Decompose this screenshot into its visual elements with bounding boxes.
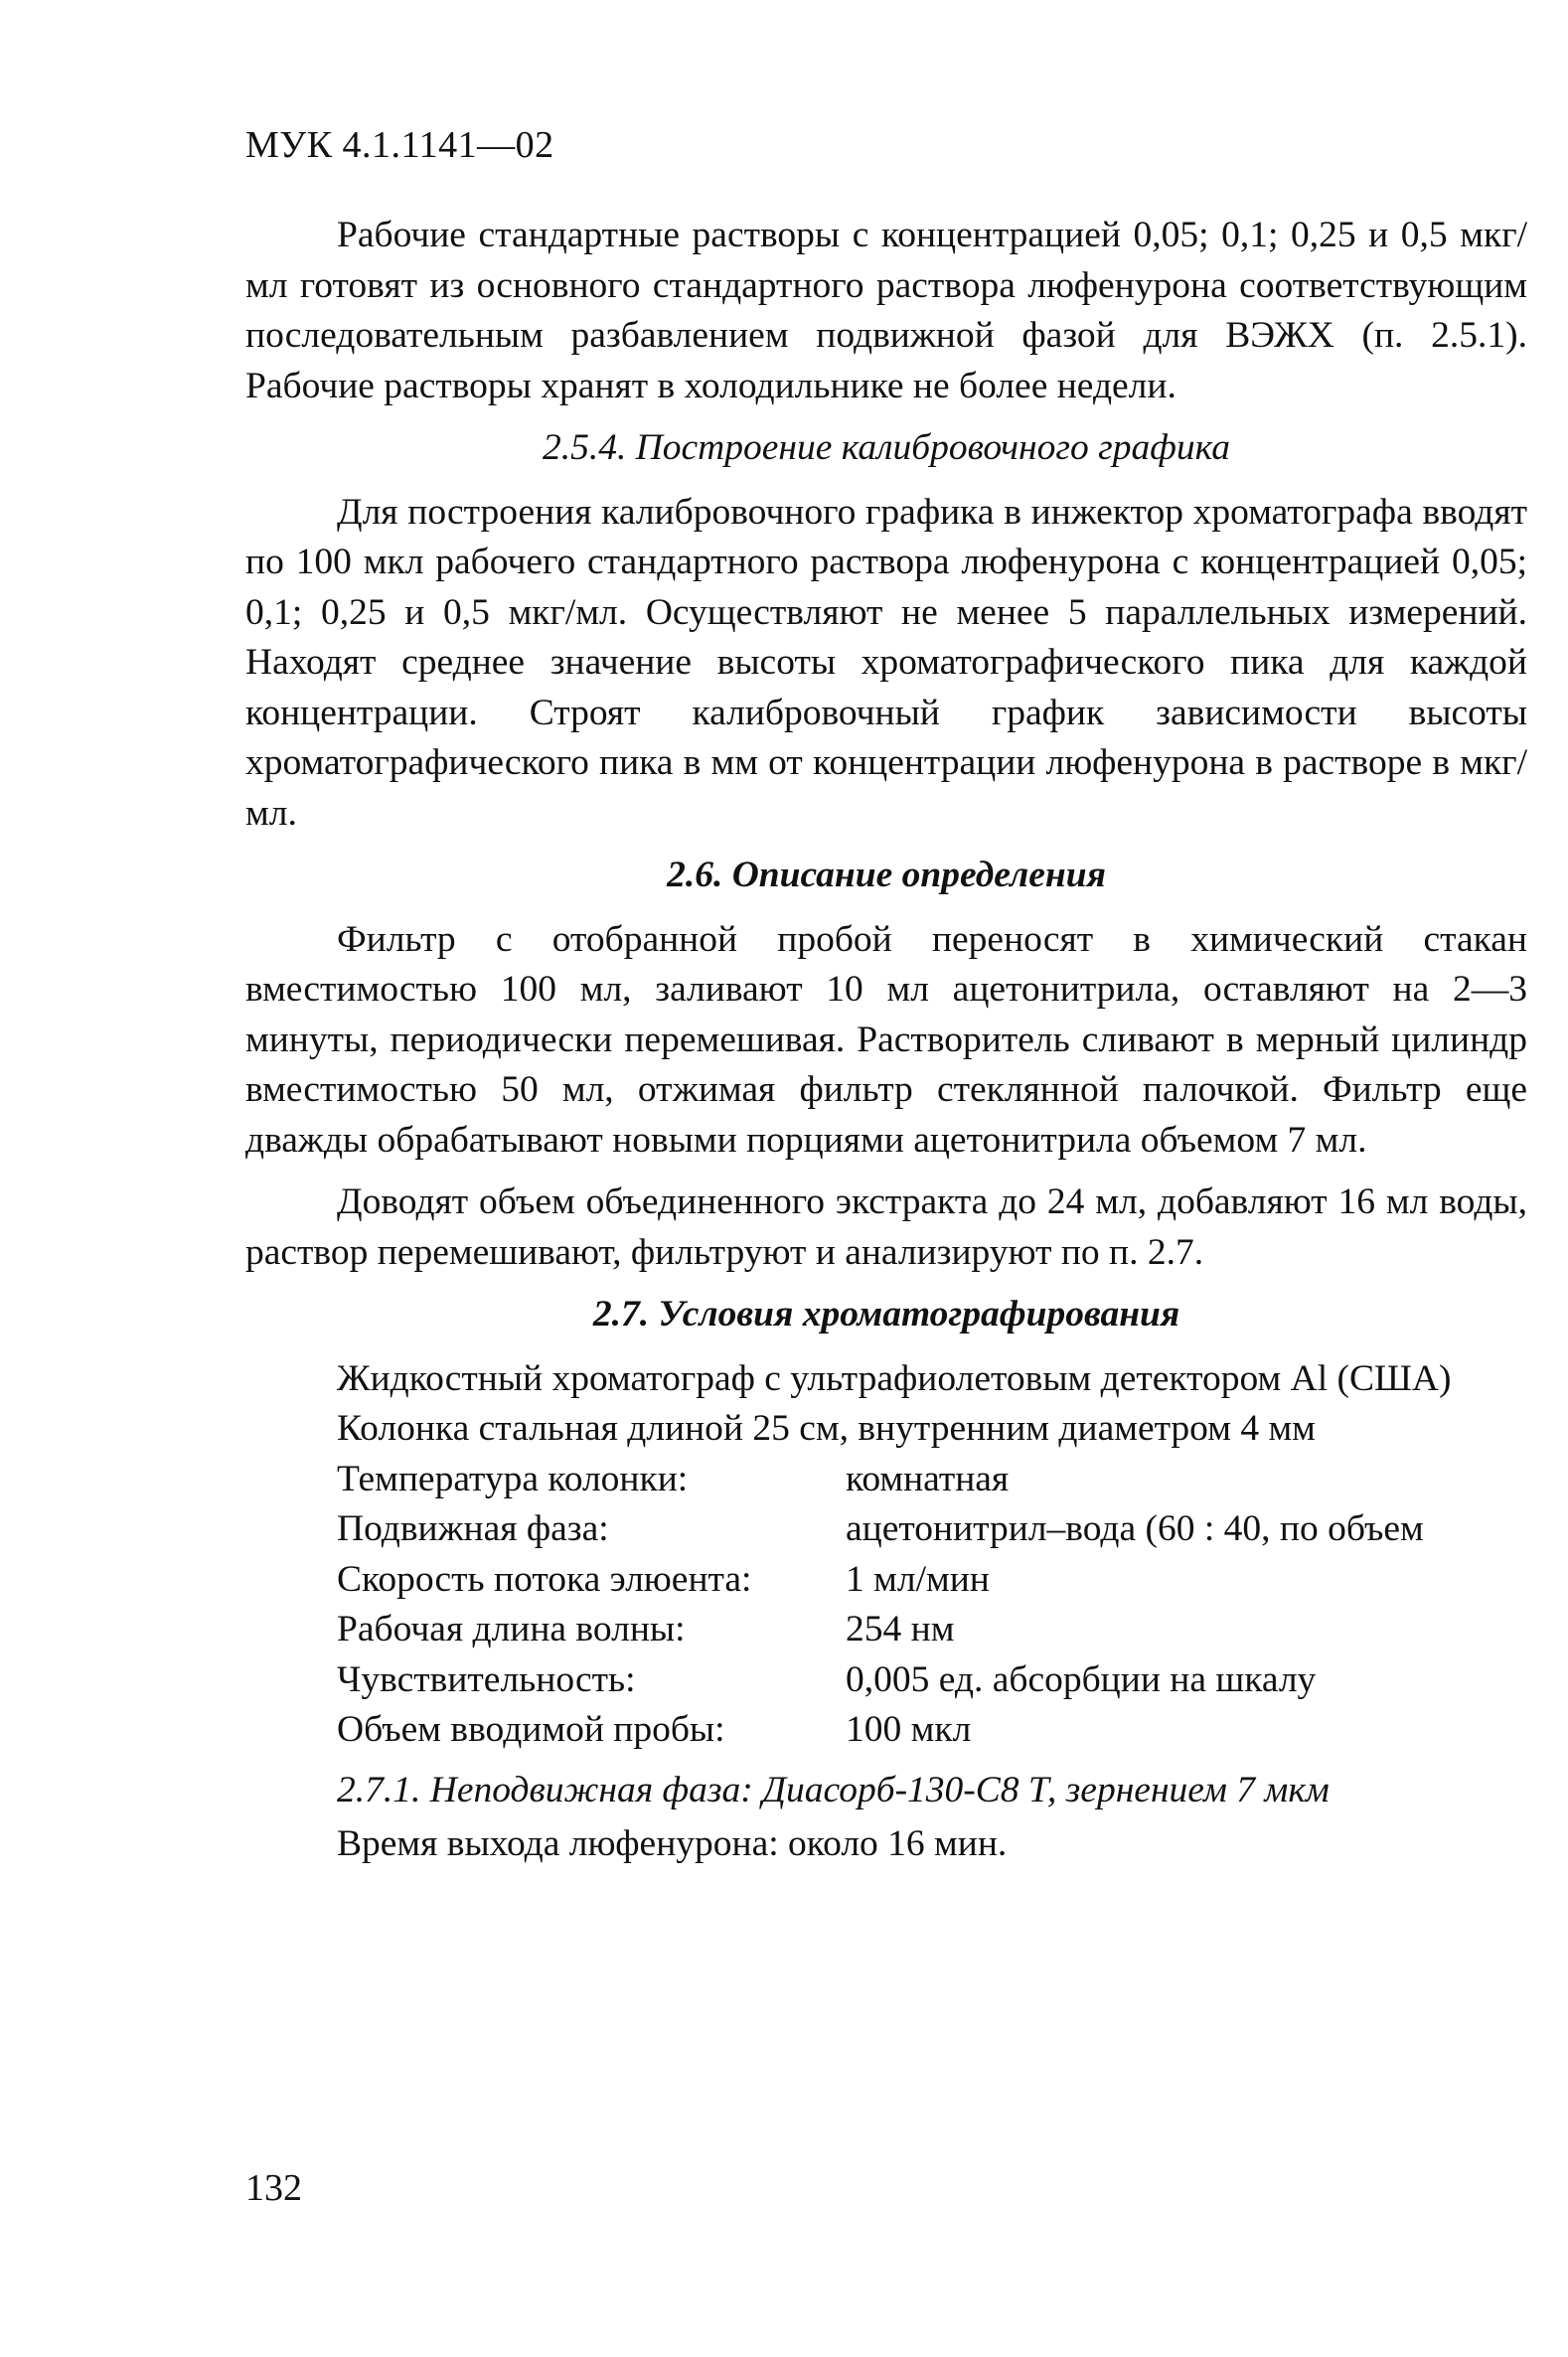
param-value: ацетонитрил–вода (60 : 40, по объем	[846, 1508, 1424, 1549]
param-label: Температура колонки:	[337, 1458, 689, 1499]
param-value: 100 мкл	[846, 1709, 972, 1750]
stationary-phase-line: 2.7.1. Неподвижная фаза: Диасорб-130-С8 Т, зернением 7 мкм	[337, 1769, 1330, 1810]
chromatography-params-table	[337, 1455, 1424, 1756]
param-value: 254 нм	[846, 1609, 955, 1650]
document-code-header: МУК 4.1.1141—02	[245, 124, 554, 166]
param-label: Подвижная фаза:	[337, 1508, 609, 1549]
retention-time-line: Время выхода люфенурона: около 16 мин.	[337, 1823, 1008, 1864]
param-row	[337, 1605, 1424, 1655]
param-label: Объем вводимой пробы:	[337, 1709, 725, 1750]
param-row	[337, 1655, 1424, 1706]
param-value: 0,005 ед. абсорбции на шкалу	[846, 1658, 1317, 1700]
param-row	[337, 1705, 1424, 1756]
column-line: Колонка стальная длиной 25 см, внутренним диаметром 4 мм	[337, 1408, 1316, 1449]
param-value: 1 мл/мин	[846, 1558, 990, 1600]
page-content	[245, 211, 1527, 1870]
heading-2-6: 2.6. Описание определения	[667, 855, 1106, 895]
instrument-line: Жидкостный хроматограф с ультрафиолетовым детектором Al (США)	[337, 1357, 1452, 1399]
paragraph-determination-1: Фильтр с отобранной пробой переносят в химический стакан вместимостью 100 мл, заливают 10 мл ацетонитрила, оставляют на 2—3 минуты, периодически перемешивая. Растворитель сливают в мерный цилиндр вместимостью 50 мл, отжимая фильтр стеклянной палочкой. Фильтр еще дважды обрабатывают новыми порциями ацетонитрила объемом 7 мл.	[245, 918, 1527, 1161]
paragraph-calibration: Для построения калибровочного графика в инжектор хроматографа вводят по 100 мкл рабочего стандартного раствора люфенурона с концентрацией 0,05; 0,1; 0,25 и 0,5 мкг/мл. Осуществляют не менее 5 параллельных измерений. Находят среднее значение высоты хроматографического пика для каждой концентрации. Строят калибровочный график зависимости высоты хроматографического пика в мм от концентрации люфенурона в растворе в мкг/мл.	[245, 491, 1527, 834]
param-label: Рабочая длина волны:	[337, 1609, 686, 1650]
paragraph-determination-2: Доводят объем объединенного экстракта до 24 мл, добавляют 16 мл воды, раствор перемешивают, фильтруют и анализируют по п. 2.7.	[245, 1181, 1527, 1273]
param-row	[337, 1555, 1424, 1606]
param-row	[337, 1504, 1424, 1555]
heading-2-7: 2.7. Условия хроматографирования	[592, 1294, 1180, 1335]
param-row	[337, 1455, 1424, 1505]
param-label: Скорость потока элюента:	[337, 1558, 752, 1600]
param-value: комнатная	[846, 1458, 1010, 1499]
page-number: 132	[245, 2167, 302, 2209]
heading-2-5-4: 2.5.4. Построение калибровочного графика	[542, 427, 1231, 468]
paragraph-working-solutions: Рабочие стандартные растворы с концентрацией 0,05; 0,1; 0,25 и 0,5 мкг/мл готовят из основного стандартного раствора люфенурона соответствующим последовательным разбавлением подвижной фазой для ВЭЖХ (п. 2.5.1). Рабочие растворы хранят в холодильнике не более недели.	[245, 215, 1527, 406]
param-label: Чувствительность:	[337, 1658, 636, 1700]
